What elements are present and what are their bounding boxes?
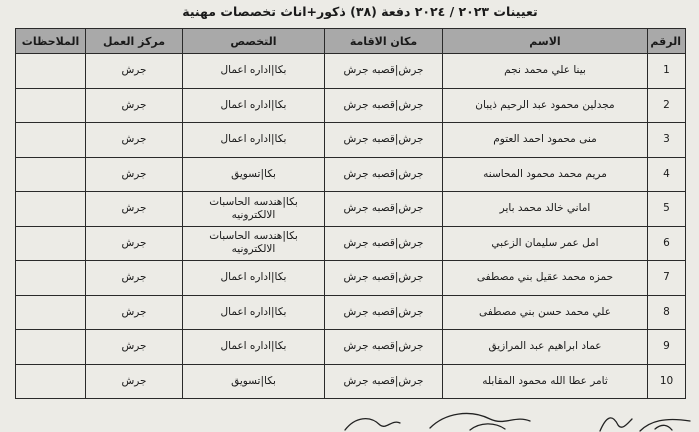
cell-name: علي محمد حسن بني مصطفى: [443, 295, 648, 330]
cell-workplace: جرش: [86, 295, 183, 330]
cell-workplace: جرش: [86, 261, 183, 296]
cell-specialty: بكا|اداره اعمال: [183, 123, 325, 158]
cell-workplace: جرش: [86, 192, 183, 227]
cell-specialty: بكا|تسويق: [183, 364, 325, 399]
cell-name: منى محمود احمد العتوم: [443, 123, 648, 158]
cell-specialty: بكا|اداره اعمال: [183, 261, 325, 296]
table-row: [16, 157, 686, 192]
table-row: [16, 295, 686, 330]
cell-workplace: جرش: [86, 330, 183, 365]
cell-workplace: جرش: [86, 226, 183, 261]
table-row: [16, 123, 686, 158]
cell-residence: جرش|قصبه جرش: [325, 88, 443, 123]
cell-residence: جرش|قصبه جرش: [325, 364, 443, 399]
cell-residence: جرش|قصبه جرش: [325, 123, 443, 158]
cell-num: 6: [648, 226, 686, 261]
cell-notes: [16, 157, 86, 192]
table-row: [16, 226, 686, 261]
handwritten-signatures: [0, 395, 699, 432]
header-name: الاسم: [443, 29, 648, 54]
header-workplace: مركز العمل: [86, 29, 183, 54]
cell-workplace: جرش: [86, 364, 183, 399]
table-row: [16, 88, 686, 123]
table-row: [16, 192, 686, 227]
cell-num: 10: [648, 364, 686, 399]
cell-workplace: جرش: [86, 157, 183, 192]
cell-residence: جرش|قصبه جرش: [325, 330, 443, 365]
cell-num: 4: [648, 157, 686, 192]
cell-specialty: بكا|هندسه الحاسبات الالكترونيه: [183, 226, 325, 261]
cell-notes: [16, 88, 86, 123]
cell-num: 1: [648, 54, 686, 89]
cell-name: ثامر عطا الله محمود المقابله: [443, 364, 648, 399]
cell-num: 7: [648, 261, 686, 296]
cell-notes: [16, 192, 86, 227]
appointments-table: [15, 28, 686, 399]
cell-specialty: بكا|اداره اعمال: [183, 295, 325, 330]
cell-specialty: بكا|اداره اعمال: [183, 330, 325, 365]
header-notes: الملاحظات: [16, 29, 86, 54]
table-header-row: [16, 29, 686, 54]
cell-notes: [16, 261, 86, 296]
header-residence: مكان الاقامة: [325, 29, 443, 54]
cell-notes: [16, 123, 86, 158]
cell-notes: [16, 295, 86, 330]
cell-num: 8: [648, 295, 686, 330]
cell-notes: [16, 330, 86, 365]
cell-name: عماد ابراهيم عبد المرازيق: [443, 330, 648, 365]
cell-num: 9: [648, 330, 686, 365]
cell-notes: [16, 226, 86, 261]
cell-notes: [16, 364, 86, 399]
cell-num: 2: [648, 88, 686, 123]
header-specialty: التخصص: [183, 29, 325, 54]
cell-residence: جرش|قصبه جرش: [325, 54, 443, 89]
document-title: تعيينات ٢٠٢٣ / ٢٠٢٤ دفعة (٣٨) ذكور+اناث تخصصات مهنية: [182, 4, 538, 19]
cell-workplace: جرش: [86, 54, 183, 89]
header-num: الرقم: [648, 29, 686, 54]
cell-residence: جرش|قصبه جرش: [325, 157, 443, 192]
table-row: [16, 54, 686, 89]
cell-specialty: بكا|اداره اعمال: [183, 54, 325, 89]
cell-name: حمزه محمد عقيل بني مصطفى: [443, 261, 648, 296]
cell-name: بينا علي محمد نجم: [443, 54, 648, 89]
cell-workplace: جرش: [86, 123, 183, 158]
table-row: [16, 364, 686, 399]
cell-name: اماني خالد محمد باير: [443, 192, 648, 227]
cell-residence: جرش|قصبه جرش: [325, 261, 443, 296]
cell-num: 5: [648, 192, 686, 227]
cell-name: مجدلين محمود عبد الرحيم ذيبان: [443, 88, 648, 123]
cell-specialty: بكا|هندسه الحاسبات الالكترونيه: [183, 192, 325, 227]
cell-num: 3: [648, 123, 686, 158]
cell-specialty: بكا|تسويق: [183, 157, 325, 192]
table-row: [16, 330, 686, 365]
cell-residence: جرش|قصبه جرش: [325, 226, 443, 261]
cell-residence: جرش|قصبه جرش: [325, 295, 443, 330]
cell-name: مريم محمد محمود المحاسنه: [443, 157, 648, 192]
table-row: [16, 261, 686, 296]
cell-name: امل عمر سليمان الزعبي: [443, 226, 648, 261]
cell-specialty: بكا|اداره اعمال: [183, 88, 325, 123]
cell-residence: جرش|قصبه جرش: [325, 192, 443, 227]
cell-workplace: جرش: [86, 88, 183, 123]
cell-notes: [16, 54, 86, 89]
